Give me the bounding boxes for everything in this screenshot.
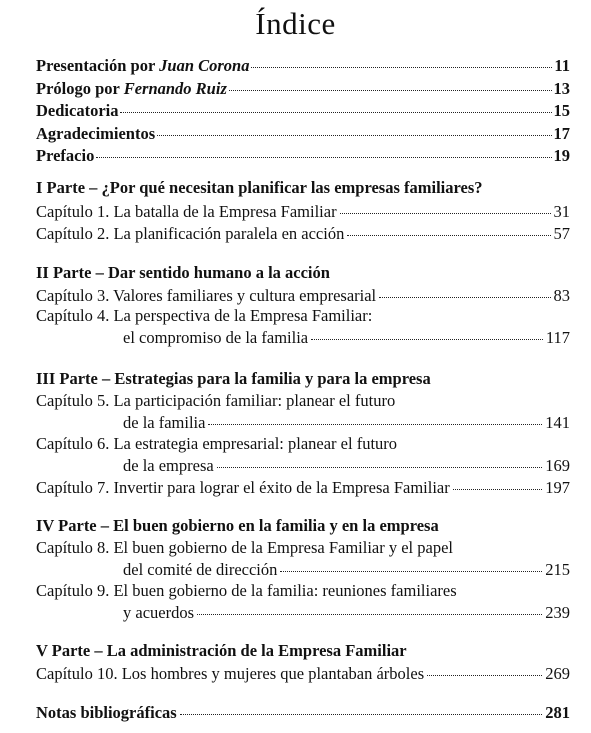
page-number: 19 (553, 146, 570, 165)
dot-leader (229, 90, 552, 91)
toc-entry-prologo[interactable]: Prólogo por Fernando Ruiz 13 (36, 78, 570, 98)
toc-entry-chapter-6[interactable]: de la empresa 169 (123, 456, 570, 475)
chapter-4-label-line: Capítulo 4. La perspectiva de la Empresa Familiar: (36, 306, 373, 325)
toc-entry-chapter-9[interactable]: y acuerdos 239 (123, 603, 570, 622)
chapter-8-label-line: Capítulo 8. El buen gobierno de la Empresa Familiar y el papel (36, 538, 453, 557)
page-number: 13 (553, 78, 570, 98)
page-number: 281 (545, 703, 570, 722)
toc-entry-chapter-7[interactable]: Capítulo 7. Invertir para lograr el éxito de la Empresa Familiar 197 (36, 478, 570, 497)
page-number: 31 (553, 202, 570, 221)
page-number: 83 (553, 286, 570, 305)
page-number: 117 (545, 328, 570, 347)
chapter-6-label-line: Capítulo 6. La estrategia empresarial: planear el futuro (36, 434, 398, 453)
dot-leader (427, 675, 542, 676)
toc-entry-agradecimientos[interactable]: Agradecimientos 17 (36, 123, 570, 143)
page-number: 239 (545, 603, 570, 622)
dot-leader (157, 135, 551, 136)
dot-leader (208, 424, 542, 425)
dot-leader (453, 489, 543, 490)
front-matter-list (36, 56, 570, 169)
page-number: 269 (545, 664, 570, 683)
dot-leader (280, 571, 542, 572)
dot-leader (379, 297, 550, 298)
toc-entry-chapter-8[interactable]: del comité de dirección 215 (123, 560, 570, 579)
part-heading-4: IV Parte – El buen gobierno en la familia y en la empresa (36, 516, 439, 535)
page-number: 215 (545, 560, 570, 579)
toc-entry-chapter-5[interactable]: de la familia 141 (123, 413, 570, 432)
dot-leader (217, 467, 543, 468)
page-number: 169 (545, 456, 570, 475)
toc-entry-chapter-2[interactable]: Capítulo 2. La planificación paralela en acción 57 (36, 224, 570, 243)
dot-leader (340, 213, 551, 214)
page-number: 11 (554, 56, 570, 75)
toc-entry-dedicatoria[interactable]: Dedicatoria 15 (36, 101, 570, 120)
chapter-5-label-line: Capítulo 5. La participación familiar: planear el futuro (36, 391, 396, 410)
page-number: 141 (545, 413, 570, 432)
dot-leader (180, 714, 543, 715)
toc-entry-presentacion[interactable]: Presentación por Juan Corona 11 (36, 56, 570, 75)
part-heading-2: II Parte – Dar sentido humano a la acción (36, 263, 330, 282)
chapter-9-label-line: Capítulo 9. El buen gobierno de la familia: reuniones familiares (36, 581, 457, 600)
part-heading-3: III Parte – Estrategias para la familia y para la empresa (36, 369, 431, 388)
dot-leader (96, 157, 551, 158)
dot-leader (347, 235, 550, 236)
toc-entry-chapter-3[interactable]: Capítulo 3. Valores familiares y cultura empresarial 83 (36, 286, 570, 305)
dot-leader (197, 614, 542, 615)
part-heading-1: I Parte – ¿Por qué necesitan planificar las empresas familiares? (36, 178, 483, 197)
page-number: 15 (553, 101, 570, 120)
toc-entry-chapter-4[interactable]: el compromiso de la familia 117 (123, 328, 570, 347)
toc-entry-chapter-10[interactable]: Capítulo 10. Los hombres y mujeres que plantaban árboles 269 (36, 664, 570, 683)
toc-entry-chapter-1[interactable]: Capítulo 1. La batalla de la Empresa Familiar 31 (36, 202, 570, 221)
part-heading-5: V Parte – La administración de la Empresa Familiar (36, 641, 407, 660)
dot-leader (311, 339, 543, 340)
toc-title: Índice (255, 6, 336, 41)
page-number: 57 (553, 224, 570, 243)
toc-entry-notas[interactable]: Notas bibliográficas 281 (36, 703, 570, 722)
page-number: 17 (553, 123, 570, 143)
page-number: 197 (545, 478, 570, 497)
toc-entry-prefacio[interactable]: Prefacio 19 (36, 146, 570, 165)
dot-leader (120, 112, 551, 113)
dot-leader (251, 67, 552, 68)
